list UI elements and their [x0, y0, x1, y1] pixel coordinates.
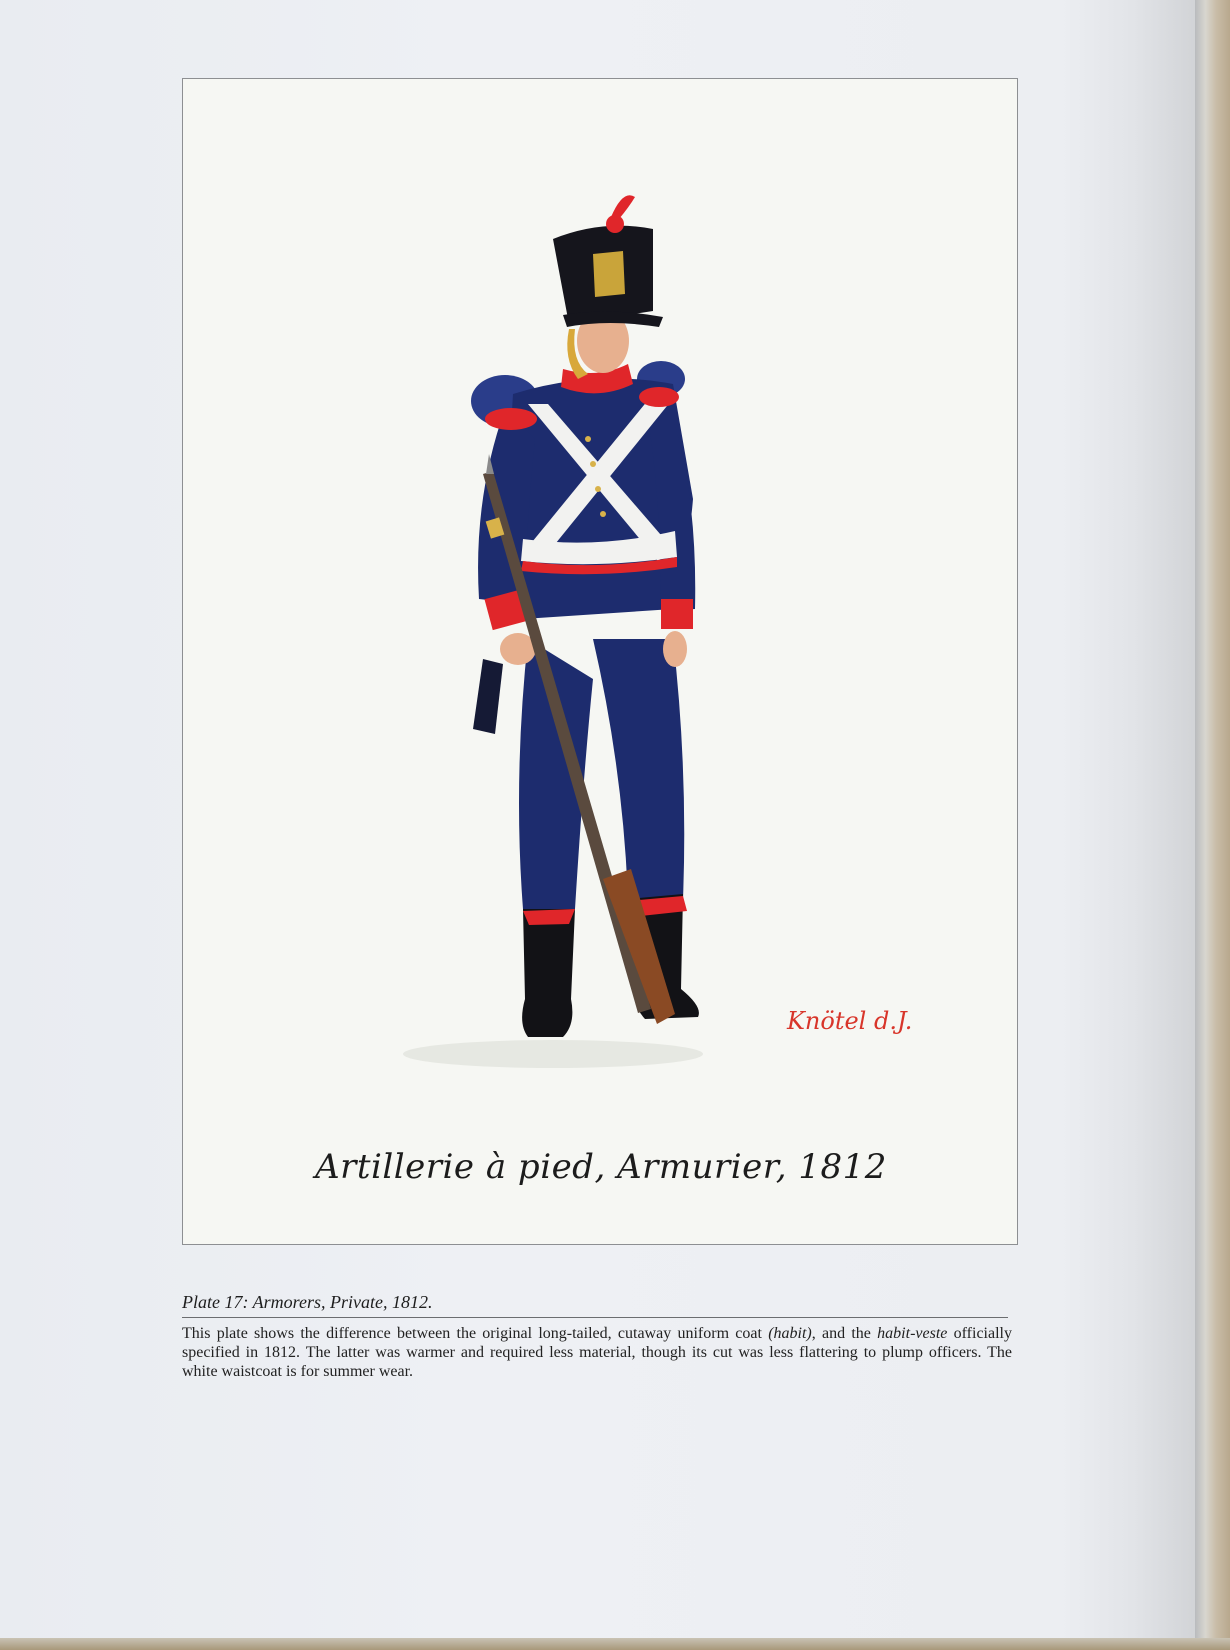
- caption-text-part: This plate shows the difference between the original long-tailed, cutaway uniform coat: [182, 1325, 769, 1342]
- plate-handwritten-caption: Artillerie à pied, Armurier, 1812: [315, 1147, 887, 1187]
- illustration-plate: [182, 78, 1018, 1245]
- artist-signature: Knötel d.J.: [787, 1007, 913, 1035]
- page-bottom-edge: [0, 1638, 1230, 1650]
- caption-title: Plate 17: Armorers, Private, 1812.: [182, 1292, 433, 1312]
- soldier-illustration: [183, 79, 1018, 1245]
- caption-divider: [182, 1317, 1008, 1318]
- book-binding: [1195, 0, 1230, 1650]
- caption-term: (habit): [768, 1325, 812, 1342]
- caption-text-part: , and the: [811, 1325, 878, 1342]
- caption-body: [182, 1324, 1012, 1381]
- caption-text-part: officially specified in 1812. The latter was warmer and required less material, though its cut was less flattering to plump officers. The white waistcoat is for summer wear.: [182, 1325, 1012, 1380]
- caption-term: habit-veste: [877, 1325, 948, 1342]
